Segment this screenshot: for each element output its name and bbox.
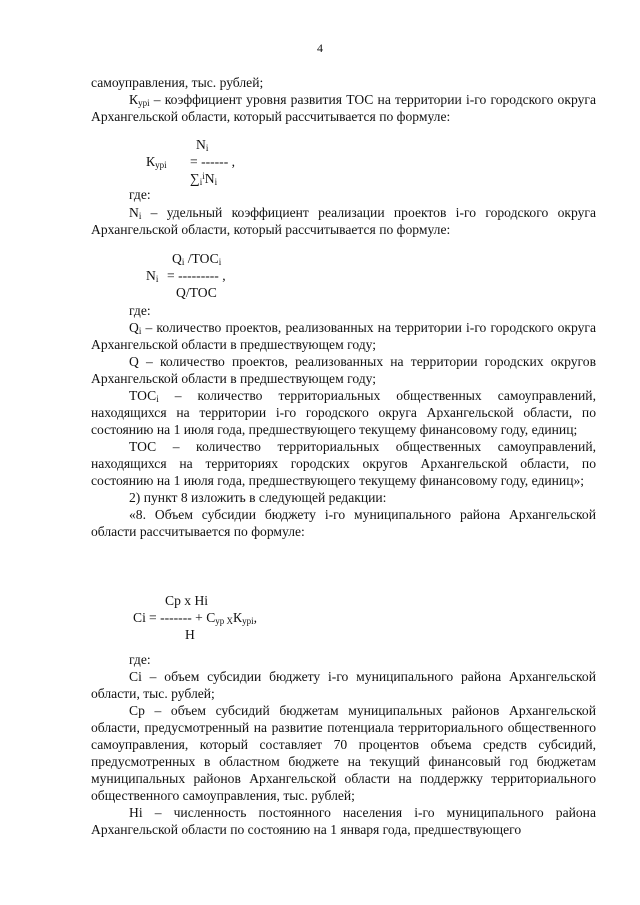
- qi-definition: [91, 319, 596, 353]
- toci-subscript: і: [156, 394, 159, 404]
- formula3-denominator: Н: [185, 627, 195, 642]
- toci-symbol: ТОС: [129, 388, 157, 403]
- formula1-numerator: $N_i$: [196, 137, 209, 153]
- kyr-definition: [91, 91, 596, 125]
- item-8: «8. Объем субсидии бюджету і-го муниципального района Архангельской области рассчитывается по формуле:: [91, 507, 596, 539]
- intro-line: самоуправления, тыс. рублей;: [91, 75, 264, 90]
- page-number: 4: [317, 41, 323, 55]
- item-2: 2) пункт 8 изложить в следующей редакции:: [129, 490, 387, 505]
- formula3-lhs: Сi: [133, 610, 146, 625]
- formula2-numerator: $Q_i$ $/ТОС_i$: [172, 251, 222, 267]
- qi-text: – количество проектов, реализованных на территории і-го городского округа Архангельской области в предшествующем году;: [91, 320, 596, 352]
- toci-text: – количество территориальных общественных самоуправлений, находящихся на территории і-го городского округа Архангельской области, по состоянию на 1 июля года, предшествующего текущему финансовому году, единиц;: [91, 388, 596, 437]
- ni-subscript: i: [138, 211, 142, 221]
- formula2-fraction-line: = --------- ,: [167, 268, 226, 283]
- kyr-text: – коэффициент уровня развития ТОС на территории і-го городского округа Архангельской области, который рассчитывается по формуле:: [91, 92, 596, 124]
- ni-definition: [91, 204, 596, 238]
- toc-definition: ТОС – количество территориальных общественных самоуправлений, находящихся на территориях городских округов Архангельской области, по состоянию на 1 июля года, предшествующего текущему финансовому году, единиц»;: [91, 439, 596, 488]
- kyr-symbol: К: [129, 92, 139, 107]
- definitions-block-2: [91, 651, 596, 838]
- intro-block: [91, 74, 596, 125]
- formula1-lhs: $К_{урі}$: [146, 154, 167, 170]
- definitions-block: [91, 302, 596, 540]
- formula3-expression: = ------- + $С_{ур Х}К_{урі}$,: [149, 610, 258, 626]
- qi-subscript: i: [138, 326, 142, 336]
- where-label-3: где:: [129, 652, 151, 667]
- toci-definition: [91, 387, 596, 438]
- hi-definition: Нi – численность постоянного населения і-го муниципального района Архангельской области по состоянию на 1 января года, предшествующего: [91, 805, 596, 837]
- qi-symbol: Q: [129, 320, 139, 335]
- ni-text: – удельный коэффициент реализации проектов і-го городского округа Архангельской области, который рассчитывается по формуле:: [91, 205, 596, 237]
- where-label-2: где:: [129, 303, 151, 318]
- where-block-1: [91, 186, 596, 238]
- cp-definition: Ср – объем субсидий бюджетам муниципальных районов Архангельской области, предусмотренный на развитие потенциала территориального общественного самоуправления, который составляет 70 процентов объема средств субсидий, предусмотренных в областном бюджете на текущий финансовый год бюджетам муниципальных районов Архангельской области на поддержку территориального общественного самоуправления, тыс. рублей;: [91, 703, 596, 803]
- q-definition: Q – количество проектов, реализованных на территории городских округов Архангельской области в предшествующем году;: [91, 354, 596, 386]
- ni-symbol: N: [129, 205, 139, 220]
- kyr-subscript: урі: [138, 98, 150, 108]
- formula2-lhs: $N_i$: [146, 268, 159, 284]
- formula1-denominator: $\sum_i^iN_i$: [190, 171, 218, 187]
- where-label-1: где:: [129, 187, 151, 202]
- formula3-numerator: Ср х Нi: [165, 593, 209, 608]
- formula2-denominator: Q/ТОС: [176, 285, 217, 300]
- ci-definition: Сi – объем субсидии бюджету і-го муниципального района Архангельской области, тыс. рублей;: [91, 669, 596, 701]
- formula1-fraction-line: = ------ ,: [190, 154, 236, 169]
